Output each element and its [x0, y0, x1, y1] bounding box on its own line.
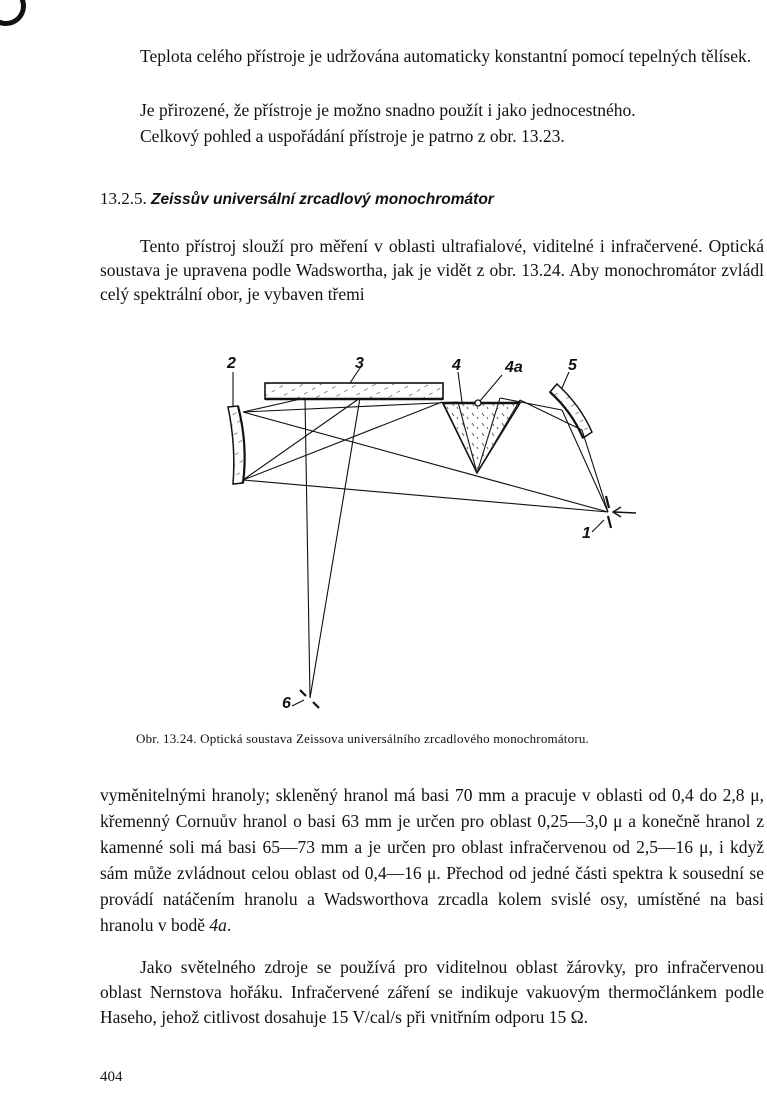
binding-corner-mark: [0, 0, 26, 26]
paragraph-intro: Tento přístroj slouží pro měření v oblasti ultrafialové, viditelné i infračervené. Optická soustava je upravena podle Wadswortha, jak je vidět z obr. 13.24. Aby monochromátor zvládl celý spektrální obor, je vybaven třemi: [100, 236, 764, 304]
paragraph-temperature: Teplota celého přístroje je udržována automaticky konstantní pomocí tepelných tělísek.: [140, 46, 752, 66]
paragraph-prisms-text: vyměnitelnými hranoly; skleněný hranol má basi 70 mm a pracuje v oblasti od 0,4 do 2,8 μ, křemenný Cornuův hranol o basi 63 mm je určen pro oblast 0,25—3,0 μ a konečně hranol z kamenné soli má basi 65—73 mm a je určen pro oblast infračervenou od 2,5—16 μ, i když sám může zvládnout celou oblast od 0,4—16 μ. Přechod od jedné části spektra k sousední se provádí natáčením hranolu a Wadsworthova zrcadla kolem svislé osy, umístěné na basi hranolu v bodě: [100, 785, 764, 935]
label-5: 5: [568, 357, 577, 374]
paragraph-single-beam: Je přirozené, že přístroje je možno snadno použít i jako jednocestného.: [140, 100, 636, 120]
section-heading: [100, 189, 764, 209]
page-number: 404: [100, 1069, 123, 1085]
section-title: Zeissův universální zrcadlový monochromátor: [151, 191, 494, 208]
label-1: 1: [582, 525, 591, 542]
concave-mirror-left: [228, 406, 245, 484]
paragraph-prisms-end: .: [226, 915, 232, 935]
label-2: 2: [227, 355, 236, 372]
plane-mirror: [265, 383, 443, 399]
point-4a: 4a: [209, 915, 227, 935]
label-4a: 4a: [505, 359, 523, 376]
label-3: 3: [355, 355, 364, 372]
optical-diagram: [200, 350, 640, 720]
paragraph-light-source: Jako světelného zdroje se používá pro viditelnou oblast žárovky, pro infračervenou oblast Nernstova hořáku. Infračervené záření se indikuje vakuovým thermočlánkem podle Haseho, jehož citlivost dosahuje 15 V/cal/s při vnitřním odporu 15 Ω.: [100, 957, 764, 1027]
paragraph-prisms: [100, 782, 764, 938]
optical-diagram-svg: [200, 350, 640, 720]
prism: [443, 403, 520, 473]
label-4: 4: [452, 357, 461, 374]
paragraph-overview: Celkový pohled a uspořádání přístroje je patrno z obr. 13.23.: [140, 126, 565, 146]
light-rays: [243, 398, 608, 698]
entrance-arrow: [614, 512, 636, 513]
section-number: 13.2.5.: [100, 189, 147, 208]
label-6: 6: [282, 695, 291, 712]
figure-caption: Obr. 13.24. Optická soustava Zeissova universálního zrcadlového monochromátoru.: [136, 731, 590, 746]
